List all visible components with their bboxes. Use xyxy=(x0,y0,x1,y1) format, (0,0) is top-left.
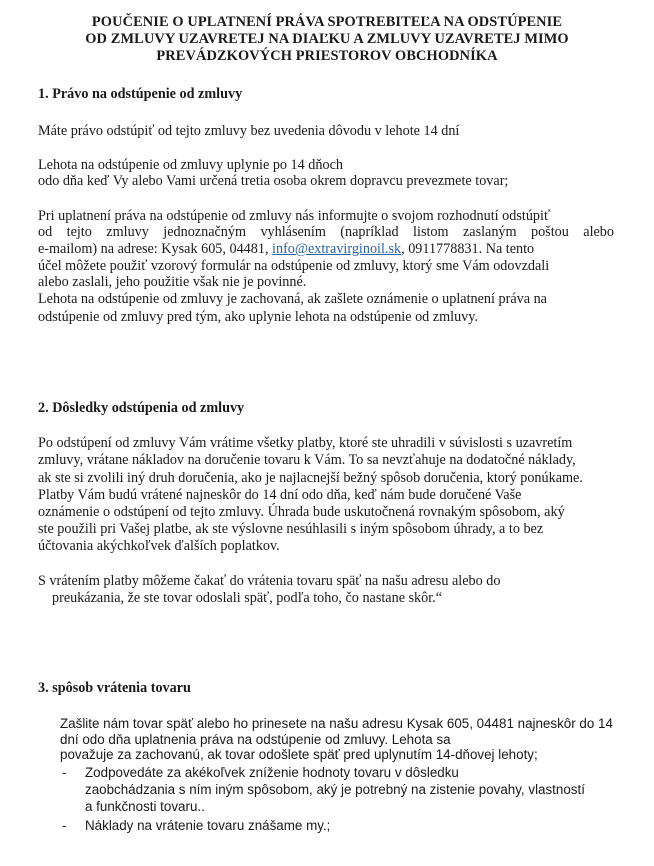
s3-bullet-1-line-1: Zodpovedáte za akékoľvek zníženie hodnoty tovaru v dôsledku xyxy=(85,765,459,780)
s1-p3-line-3-text: e-mailom) na adrese: Kysak 605, 04481, xyxy=(38,241,273,257)
s2-p2-line-1: S vrátením platby môžeme čakať do vrátenia tovaru späť na našu adresu alebo do xyxy=(38,573,501,589)
title-line-2: OD ZMLUVY UZAVRETEJ NA DIAĽKU A ZMLUVY UZAVRETEJ MIMO xyxy=(85,31,569,47)
s3-p1-line-2: dní odo dňa uplatnenia práva na odstúpenie od zmluvy. Lehota sa xyxy=(60,732,451,747)
s3-bullet-1-line-3: a funkčnosti tovaru.. xyxy=(85,799,205,814)
s1-p4-line-1: Lehota na odstúpenie od zmluvy je zachovaná, ak zašlete oznámenie o uplatnení práva na xyxy=(38,291,547,307)
s2-p1-line-1: Po odstúpení od zmluvy Vám vrátime všetky platby, ktoré ste uhradili v súvislosti s uzavretím xyxy=(38,435,573,451)
s1-p3-line-3 xyxy=(38,241,534,258)
s1-p3-line-2: od tejto zmluvy jednoznačným vyhlásením (napríklad listom zaslaným poštou alebo xyxy=(38,224,614,240)
title-line-1: POUČENIE O UPLATNENÍ PRÁVA SPOTREBITEĽA NA ODSTÚPENIE xyxy=(91,14,563,30)
s1-p2-line-1: Lehota na odstúpenie od zmluvy uplynie po 14 dňoch xyxy=(38,157,343,173)
s2-p1-line-6: ste použili pri Vašej platbe, ak ste výslovne nesúhlasili s iným spôsobom úhrady, a to bez xyxy=(38,521,544,537)
s1-p3-line-1: Pri uplatnení práva na odstúpenie od zmluvy nás informujte o svojom rozhodnutí odstúpiť xyxy=(38,208,551,224)
s3-bullet-1-line-2: zaobchádzania s ním iným spôsobom, aký je potrebný na zistenie povahy, vlastností xyxy=(85,782,585,797)
title-line-3: PREVÁDZKOVÝCH PRIESTOROV OBCHODNÍKA xyxy=(156,48,498,64)
s1-p3-line-4: účel môžete použiť vzorový formulár na odstúpenie od zmluvy, ktorý sme Vám odovzdali xyxy=(38,258,550,274)
section-2-heading: 2. Dôsledky odstúpenia od zmluvy xyxy=(38,400,245,416)
s2-p2-line-2: preukázania, že ste tovar odoslali späť, podľa toho, čo nastane skôr.“ xyxy=(52,590,443,606)
document-title xyxy=(20,14,634,65)
s2-p1-line-2: zmluvy, vrátane nákladov na doručenie tovaru k Vám. To sa nevzťahuje na dodatočné náklady, xyxy=(38,452,576,468)
section-3-heading: 3. spôsob vrátenia tovaru xyxy=(38,680,191,696)
s1-p2-line-2: odo dňa keď Vy alebo Vami určená tretia osoba okrem dopravcu prevezmete tovar; xyxy=(38,173,509,189)
section-1-heading: 1. Právo na odstúpenie od zmluvy xyxy=(38,86,243,102)
s1-p3-line-3-text-end: , 0911778831. Na tento xyxy=(401,241,535,257)
s2-p1-line-4: Platby Vám budú vrátené najneskôr do 14 dní odo dňa, keď nám bude doručené Vaše xyxy=(38,487,522,503)
email-link[interactable]: info@extravirginoil.sk xyxy=(272,241,402,257)
bullet-dash-2: - xyxy=(62,818,67,833)
s2-p1-line-7: účtovania akýchkoľvek ďalších poplatkov. xyxy=(38,538,280,554)
bullet-dash-1: - xyxy=(62,765,67,780)
s1-p4-line-2: odstúpenie od zmluvy pred tým, ako uplynie lehota na odstúpenie od zmluvy. xyxy=(38,309,478,325)
s3-p1-line-1: Zašlite nám tovar späť alebo ho prinesete na našu adresu Kysak 605, 04481 najneskôr do 14 xyxy=(60,716,613,731)
s1-paragraph-1: Máte právo odstúpiť od tejto zmluvy bez uvedenia dôvodu v lehote 14 dní xyxy=(38,123,460,139)
s2-p1-line-3: ak ste si zvolili iný druh doručenia, ako je najlacnejší bežný spôsob doručenia, ktorý ponúkame. xyxy=(38,470,583,486)
s3-p1-line-3: považuje za zachovanú, ak tovar odošlete späť pred uplynutím 14-dňovej lehoty; xyxy=(60,747,538,762)
s2-p1-line-5: oznámenie o odstúpení od tejto zmluvy. Úhrada bude uskutočnená rovnakým spôsobom, aký xyxy=(38,504,565,520)
s3-bullet-2-line-1: Náklady na vrátenie tovaru znášame my.; xyxy=(85,818,331,833)
s1-p3-line-5: alebo zaslali, jeho použitie však nie je povinné. xyxy=(38,274,307,290)
